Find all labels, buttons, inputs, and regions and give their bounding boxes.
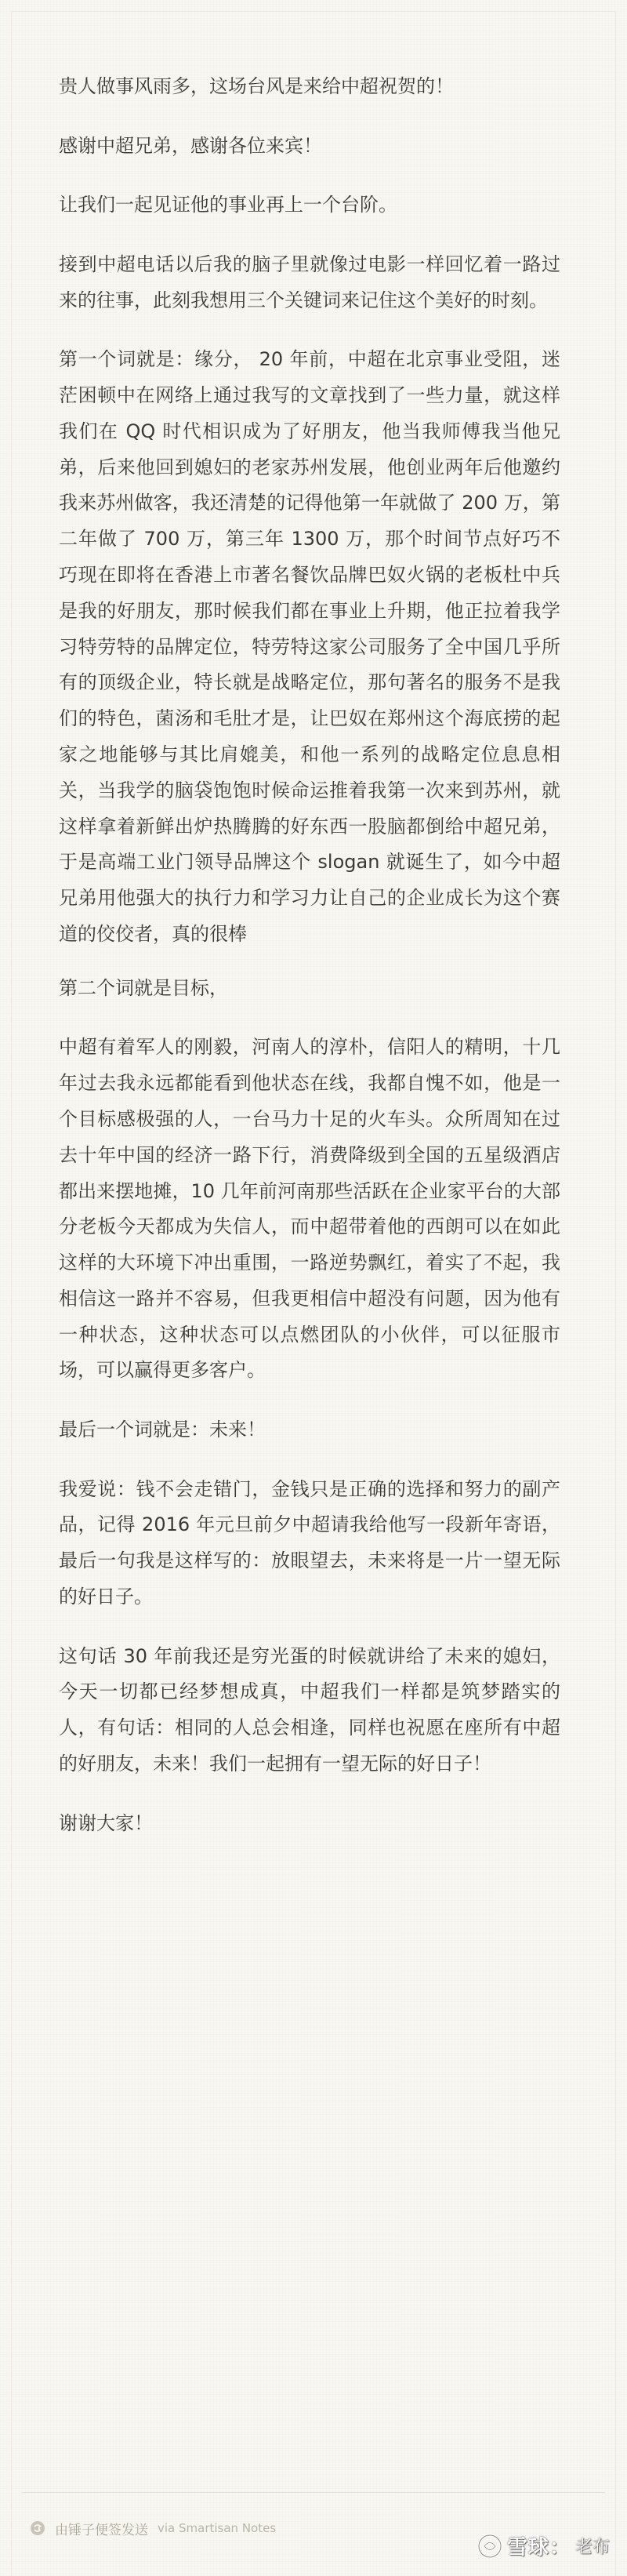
note-paragraph-3: 让我们一起见证他的事业再上一个台阶。 [59, 194, 397, 216]
xueqiu-snowball-icon [477, 2533, 503, 2560]
watermark-separator: ： [549, 2536, 571, 2560]
note-paragraph-11: 谢谢大家！ [59, 1811, 153, 1834]
note-body [59, 69, 560, 1865]
note-paragraph-10: 这句话 30 年前我还是穷光蛋的时候就讲给了未来的媳妇，今天一切都已经梦想成真，中超我们一样都是筑梦踏实的人，有句话：相同的人总会相逢，同样也祝愿在座所有中超的好朋友，未来！我们一起拥有一望无际的好日子！ [59, 1644, 560, 1775]
note-paragraph-6: 第二个词就是目标， [59, 976, 228, 999]
note-paragraph-4: 接到中超电话以后我的脑子里就像过电影一样回忆着一路过来的往事，此刻我想用三个关键词来记住这个美好的时刻。 [59, 253, 560, 311]
xueqiu-watermark [477, 2531, 610, 2560]
note-paragraph-7: 中超有着军人的刚毅，河南人的淳朴，信阳人的精明，十几年过去我永远都能看到他状态在线，我都自愧不如，他是一个目标感极强的人，一台马力十足的火车头。众所周知在过去十年中国的经济一路下行，消费降级到全国的五星级酒店都出来摆地摊，10 几年前河南那些活跃在企业家平台的大部分老板今天都成为失信人，而中超带着他的西朗可以在如此这样的大环境下冲出重围，一路逆势飘红，着实了不起，我相信这一路并不容易，但我更相信中超没有问题，因为他有一种状态，这种状态可以点燃团队的小伙伴，可以征服市场，可以赢得更多客户。 [59, 1036, 560, 1382]
note-paragraph-9: 我爱说：钱不会走错门，金钱只是正确的选择和努力的副产品，记得 2016 年元旦前夕中超请我给他写一段新年寄语，最后一句我是这样写的：放眼望去，未来将是一片一望无际的好日子。 [59, 1477, 560, 1608]
watermark-brand [507, 2531, 571, 2560]
note-paragraph-2: 感谢中超兄弟，感谢各位来宾！ [59, 134, 322, 157]
note-paragraph-8: 最后一个词就是：未来！ [59, 1419, 266, 1441]
footer-sent-from: 由锤子便签发送 [55, 2522, 148, 2538]
footer-via: via Smartisan Notes [158, 2521, 277, 2535]
note-paragraph-5: 第一个词就是：缘分， 20 年前，中超在北京事业受阻，迷茫困顿中在网络上通过我写的文章找到了一些力量，就这样我们在 QQ 时代相识成为了好朋友，他当我师傅我当他兄弟，后来他回到媳妇的老家苏州发展，他创业两年后他邀约我来苏州做客，我还清楚的记得他第一年就做了 200 万，第二年做了 700 万，第三年 1300 万，那个时间节点好巧不巧现在即将在香港上市著名餐饮品牌巴奴火锅的老板杜中兵是我的好朋友，那时候我们都在事业上升期，他正拉着我学习特劳特的品牌定位，特劳特这家公司服务了全中国几乎所有的顶级企业，特长就是战略定位，那句著名的服务不是我们的特色，菌汤和毛肚才是，让巴奴在郑州这个海底捞的起家之地能够与其比肩媲美，和他一系列的战略定位息息相关，当我学的脑袋饱饱时候命运推着我第一次来到苏州，就这样拿着新鲜出炉热腾腾的好东西一股脑都倒给中超兄弟，于是高端工业门领导品牌这个 slogan 就诞生了，如今中超兄弟用他强大的执行力和学习力让自己的企业成长为这个赛道的佼佼者，真的很棒 [59, 348, 560, 945]
footer-divider [22, 2492, 605, 2493]
note-paragraph-1: 贵人做事风雨多，这场台风是来给中超祝贺的！ [59, 75, 454, 97]
note-footer [30, 2519, 276, 2538]
smartisan-logo-icon [30, 2520, 45, 2536]
watermark-brand-text: 雪球 [506, 2536, 549, 2560]
watermark-user: 老布 [574, 2538, 610, 2557]
